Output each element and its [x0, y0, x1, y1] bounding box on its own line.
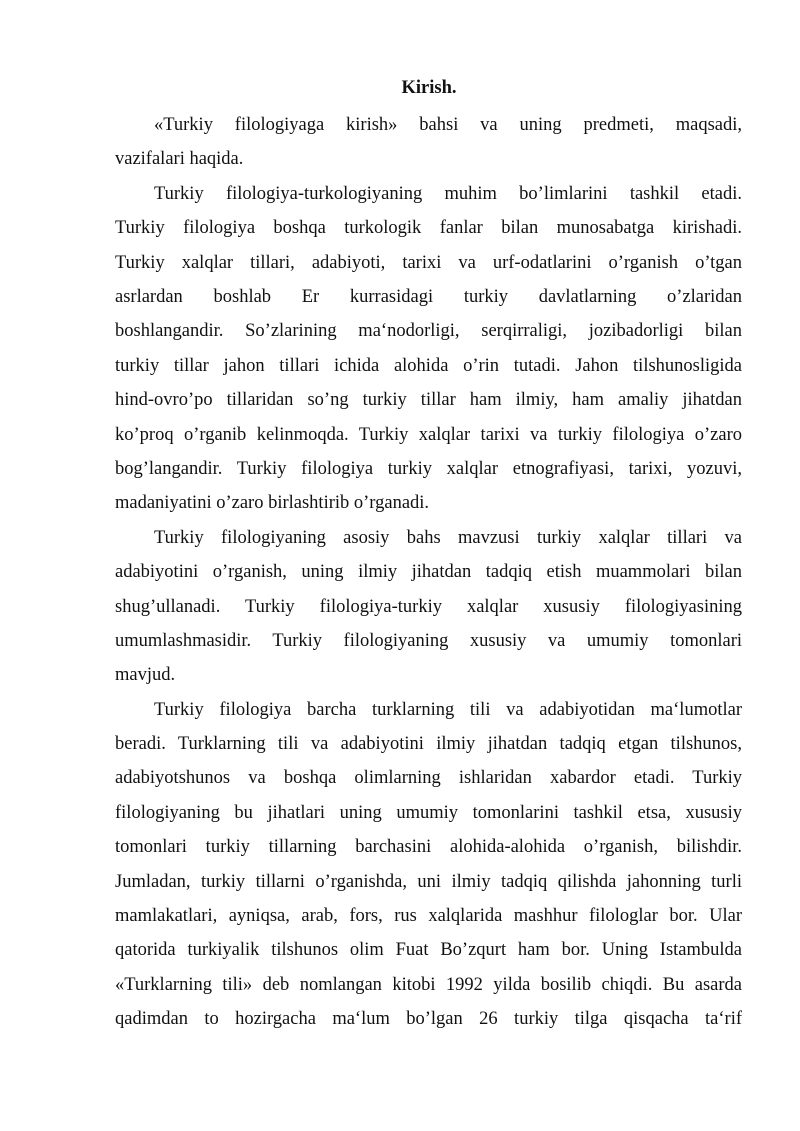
- text-line: beradi. Turklarning tili va adabiyotini ilmiy jihatdan tadqiq etgan tilshunos,: [115, 734, 742, 755]
- text-line: adabiyotshunos va boshqa olimlarning ishlaridan xabardor etadi. Turkiy: [115, 768, 742, 789]
- text-line: filologiyaning bu jihatlari uning umumiy tomonlarini tashkil etsa, xususiy: [115, 802, 742, 823]
- text-line: Turkiy filologiya barcha turklarning tili va adabiyotidan ma‘lumotlar: [154, 699, 742, 720]
- text-line: Turkiy filologiya-turkologiyaning muhim bo’limlarini tashkil etadi.: [154, 183, 742, 204]
- text-line: «Turklarning tili» deb nomlangan kitobi 1992 yilda bosilib chiqdi. Bu asarda: [115, 974, 742, 995]
- paragraph: [115, 108, 742, 177]
- text-line: mavjud.: [115, 665, 176, 686]
- text-line: mamlakatlari, ayniqsa, arab, fors, rus xalqlarida mashhur filologlar bor. Ular: [115, 906, 742, 927]
- text-line: Turkiy filologiya boshqa turkologik fanlar bilan munosabatga kirishadi.: [115, 218, 742, 239]
- document-body: [115, 108, 742, 1037]
- text-line: qatorida turkiyalik tilshunos olim Fuat Bo’zqurt ham bor. Uning Istambulda: [115, 940, 742, 961]
- document-title: Kirish.: [401, 78, 457, 98]
- text-line: asrlardan boshlab Er kurrasidagi turkiy davlatlarning o’zlaridan: [115, 286, 742, 307]
- text-line: boshlangandir. So’zlarining ma‘nodorligi, serqirraligi, jozibadorligi bilan: [115, 321, 742, 342]
- text-line: umumlashmasidir. Turkiy filologiyaning xususiy va umumiy tomonlari: [115, 630, 742, 651]
- text-line: Jumladan, turkiy tillarni o’rganishda, uni ilmiy tadqiq qilishda jahonning turli: [115, 871, 742, 892]
- text-line: bog’langandir. Turkiy filologiya turkiy xalqlar etnografiyasi, tarixi, yozuvi,: [115, 458, 742, 479]
- text-line: shug’ullanadi. Turkiy filologiya-turkiy xalqlar xususiy filologiyasining: [115, 596, 742, 617]
- text-line: adabiyotini o’rganish, uning ilmiy jihatdan tadqiq etish muammolari bilan: [115, 562, 742, 583]
- text-line: madaniyatini o’zaro birlashtirib o’rganadi.: [115, 493, 430, 514]
- text-line: Turkiy filologiyaning asosiy bahs mavzusi turkiy xalqlar tillari va: [154, 527, 742, 548]
- paragraph: [115, 693, 742, 1037]
- text-line: qadimdan to hozirgacha ma‘lum bo’lgan 26 turkiy tilga qisqacha ta‘rif: [115, 1009, 742, 1030]
- text-line: «Turkiy filologiyaga kirish» bahsi va uning predmeti, maqsadi,: [154, 115, 742, 135]
- text-line: turkiy tillar jahon tillari ichida alohida o’rin tutadi. Jahon tilshunosligida: [115, 355, 742, 376]
- paragraph: [115, 521, 742, 693]
- paragraph: [115, 177, 742, 521]
- text-line: Turkiy xalqlar tillari, adabiyoti, tarixi va urf-odatlarini o’rganish o’tgan: [115, 252, 742, 273]
- text-line: hind-ovro’po tillaridan so’ng turkiy tillar ham ilmiy, ham amaliy jihatdan: [115, 390, 742, 411]
- text-line: vazifalari haqida.: [115, 149, 244, 170]
- text-line: tomonlari turkiy tillarning barchasini alohida-alohida o’rganish, bilishdir.: [115, 837, 742, 858]
- text-line: ko’proq o’rganib kelinmoqda. Turkiy xalqlar tarixi va turkiy filologiya o’zaro: [115, 424, 742, 445]
